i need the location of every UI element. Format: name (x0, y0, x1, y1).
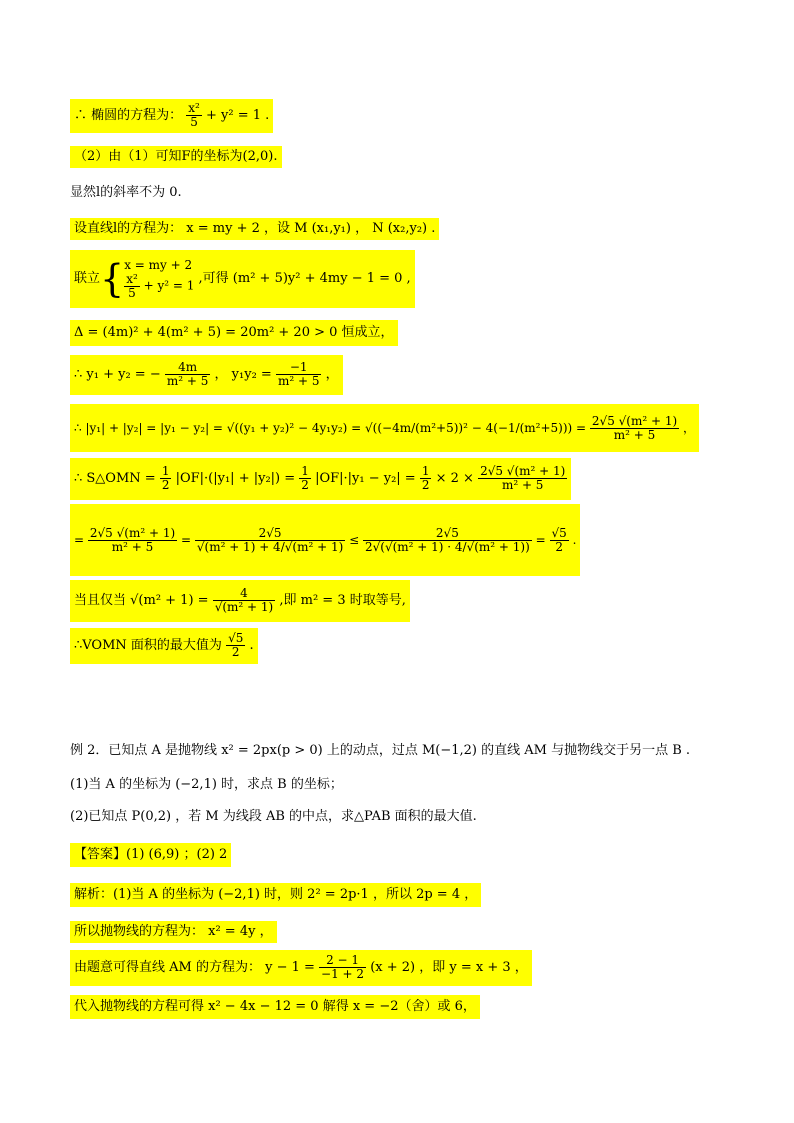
text: 解析：(1)当 A 的坐标为 (−2,1) 时，则 2² = 2p·1 ，所以 2p = 4 ， (74, 887, 478, 902)
text: + y² = 1 . (206, 108, 270, 123)
solution-step-2 (70, 921, 277, 943)
fraction (226, 632, 245, 658)
text: 由题意可得直线 AM 的方程为： y − 1 = (74, 960, 315, 975)
solution-line-max-area (70, 628, 258, 664)
text: 【答案】(1) (6,9) ；(2) 2 (74, 847, 228, 862)
fraction (420, 465, 432, 491)
text: 当且仅当 √(m² + 1) = (74, 593, 209, 608)
numerator: x² (126, 272, 138, 287)
text: 显然l的斜率不为 0. (70, 185, 182, 200)
fraction (165, 361, 211, 387)
text: (1)当 A 的坐标为 (−2,1) 时，求点 B 的坐标； (70, 777, 343, 792)
denominator: 2 (421, 478, 430, 492)
denominator: 2 (301, 478, 309, 492)
example-2-question-2 (70, 806, 477, 828)
numerator: −1 (276, 361, 322, 375)
denominator: 2 (161, 478, 170, 492)
numerator: 2√5 √(m² + 1) (89, 526, 176, 541)
system-row-1: x = my + 2 (124, 257, 193, 272)
text: ， (683, 421, 696, 435)
answer-line (70, 843, 231, 867)
text: ≤ (349, 533, 360, 547)
text: = (180, 533, 192, 547)
text: (2)已知点 P(0,2) ，若 M 为线段 AB 的中点，求△PAB 面积的最大值. (70, 809, 477, 824)
text: |OF|·(|y₁| + |y₂|) = (175, 471, 296, 486)
fraction (276, 361, 322, 387)
solution-line-ellipse-equation (70, 99, 273, 133)
fraction (590, 415, 679, 441)
numerator: 1 (421, 464, 430, 479)
text: （2）由（1）可知F的坐标为(2,0). (74, 149, 278, 164)
numerator: 2√5 (363, 527, 532, 541)
text: . (249, 638, 254, 653)
solution-line-line-equation (70, 218, 439, 240)
numerator: √5 (228, 631, 244, 646)
text: ,可得 (m² + 5)y² + 4my − 1 = 0 , (198, 271, 411, 286)
text: . (572, 533, 577, 547)
solution-line-system (70, 250, 415, 308)
text: 联立 (74, 271, 101, 286)
fraction (186, 102, 202, 128)
text: ∴ |y₁| + |y₂| = |y₁ − y₂| = √((y₁ + y₂)² − 4y₁y₂) = √((−4m/(m²+5))² − 4(−1/(m²+5))) = (74, 421, 587, 435)
solution-line-vieta (70, 355, 343, 395)
numerator: 4m (165, 361, 211, 375)
numerator: 2 − 1 (319, 954, 366, 968)
text: ,即 m² = 3 时取等号, (279, 593, 406, 608)
solution-line-focus-coordinate (70, 146, 282, 168)
denominator: m² + 5 (501, 478, 544, 492)
numerator: √5 (551, 526, 567, 541)
denominator: 2√(√(m² + 1) · 4/√(m² + 1)) (364, 540, 530, 554)
text: ∴ 椭圆的方程为： (74, 108, 183, 123)
text: 代入抛物线的方程可得 x² − 4x − 12 = 0 解得 x = −2（舍）或 6， (74, 999, 476, 1014)
denominator: √(m² + 1) (214, 600, 274, 614)
solution-line-slope-nonzero (70, 183, 182, 203)
fraction (160, 465, 172, 491)
system-row-2 (124, 273, 194, 299)
text: 所以抛物线的方程为： x² = 4y ， (74, 924, 273, 939)
example-2-statement (70, 740, 690, 762)
text: ， (325, 367, 339, 382)
solution-step-3 (70, 950, 532, 986)
numerator: 4 (213, 587, 276, 601)
text: ∴ S△OMN = (74, 471, 156, 486)
numerator: 1 (301, 464, 309, 479)
solution-line-inequality (70, 504, 580, 576)
numerator: 2√5 √(m² + 1) (480, 464, 566, 479)
denominator: 2 (555, 540, 563, 554)
fraction (363, 527, 532, 553)
fraction (478, 465, 567, 491)
denominator: −1 + 2 (321, 967, 365, 981)
solution-step-1 (70, 883, 481, 907)
text: = (535, 533, 546, 547)
fraction (319, 954, 366, 980)
denominator: 5 (190, 115, 198, 129)
numerator: 2√5 √(m² + 1) (591, 414, 678, 429)
text: 例 2．已知点 A 是抛物线 x² = 2px(p > 0) 上的动点，过点 M(−1,2) 的直线 AM 与抛物线交于另一点 B . (70, 743, 691, 758)
equation-system (124, 258, 194, 300)
fraction (88, 527, 177, 553)
fraction (195, 527, 345, 553)
text: + y² = 1 (143, 278, 195, 293)
denominator: m² + 5 (277, 374, 320, 388)
denominator: m² + 5 (111, 540, 154, 554)
text: = (74, 533, 85, 547)
text: 设直线l的方程为： x = my + 2 ，设 M (x₁,y₁) ， N (x₂,y₂) . (74, 221, 436, 236)
denominator: m² + 5 (613, 428, 656, 442)
text: × 2 × (435, 471, 474, 486)
text: (x + 2) ，即 y = x + 3 ， (370, 960, 528, 975)
solution-line-equality-condition (70, 580, 410, 622)
fraction (550, 527, 569, 553)
fraction (213, 587, 276, 613)
solution-line-area (70, 458, 571, 500)
text: ∴VOMN 面积的最大值为 (74, 638, 222, 653)
brace-icon: { (100, 256, 125, 301)
denominator: m² + 5 (166, 374, 209, 388)
numerator: x² (188, 101, 200, 116)
solution-line-abs-sum (70, 404, 699, 452)
example-2-question-1 (70, 774, 343, 796)
numerator: 2√5 (195, 527, 345, 541)
solution-step-4 (70, 995, 480, 1019)
denominator: √(m² + 1) + 4/√(m² + 1) (196, 540, 344, 554)
text: Δ = (4m)² + 4(m² + 5) = 20m² + 20 > 0 恒成立， (74, 325, 394, 340)
fraction (299, 465, 311, 491)
numerator: 1 (161, 464, 170, 479)
denominator: 2 (231, 645, 240, 659)
text: |OF|·|y₁ − y₂| = (315, 471, 416, 486)
text: ， y₁y₂ = (214, 367, 272, 382)
solution-line-discriminant (70, 320, 398, 346)
denominator: 5 (128, 285, 136, 300)
text: ∴ y₁ + y₂ = − (74, 367, 161, 382)
